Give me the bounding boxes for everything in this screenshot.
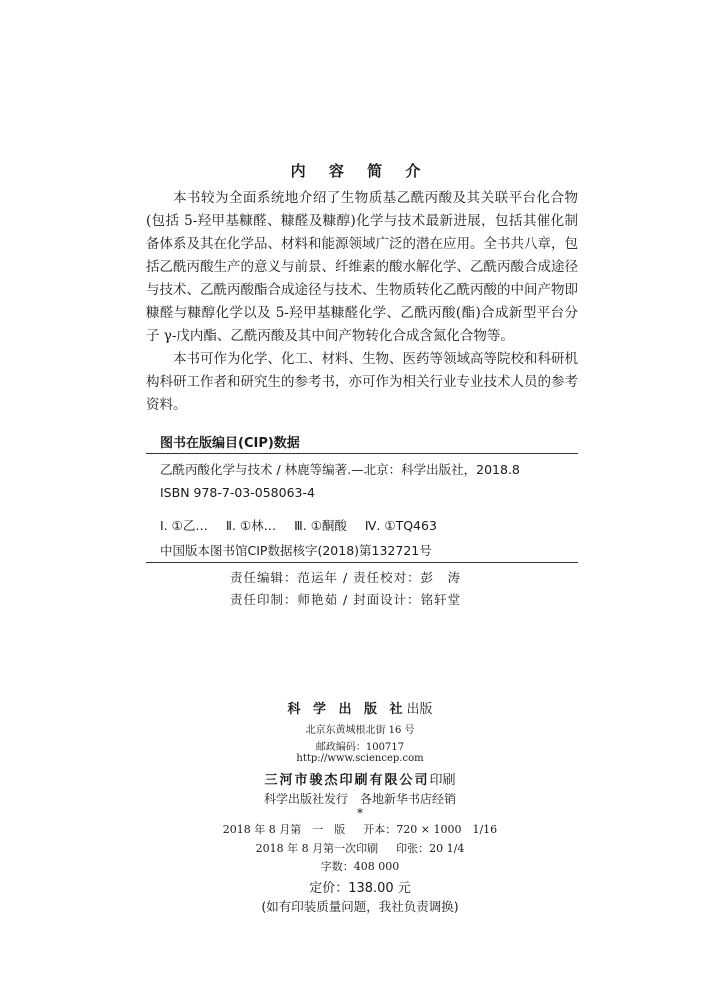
publisher-line: [0, 698, 720, 717]
publisher-url: http://www.sciencep.com: [296, 753, 424, 764]
printer-name: 三河市骏杰印刷有限公司: [264, 773, 430, 788]
format-size: 开本：720 × 1000 1/16: [363, 823, 498, 836]
cip-top-rule: [146, 453, 578, 454]
cip-record-number: 中国版本图书馆CIP数据核字(2018)第132721号: [160, 543, 432, 558]
price: 定价：138.00 元: [309, 881, 411, 896]
summary-paragraph-1: 本书较为全面系统地介绍了生物质基乙酰丙酸及其关联平台化合物(包括 5-羟甲基糠醛、糠醛及糠醇)化学与技术最新进展，包括其催化制备体系及其在化学品、材料和能源领域广泛的潜在应用。全书共八章，包括乙酰丙酸生产的意义与前景、纤维素的酸水解化学、乙酰丙酸合成途径与技术、乙酰丙酸酯合成途径与技术、生物质转化乙酰丙酸的中间产物即糠醛与糠醇化学以及 5-羟甲基糠醛化学、乙酰丙酸(酯)合成新型平台分子 γ-戊内酯、乙酰丙酸及其中间产物转化合成含氮化合物等。: [146, 190, 578, 344]
publisher-address: 北京东黄城根北街 16 号: [305, 725, 415, 736]
classification-item: Ⅳ. ①TQ463: [364, 518, 437, 533]
publisher-name: 科 学 出 版 社: [287, 702, 407, 717]
cip-heading: 图书在版编目(CIP)数据: [160, 436, 300, 451]
summary-paragraph-2: 本书可作为化学、化工、材料、生物、医药等领域高等院校和科研机构科研工作者和研究生的参考书，亦可作为相关行业专业技术人员的参考资料。: [146, 351, 578, 413]
classification-item: Ⅲ. ①酮酸: [294, 518, 347, 533]
credits-production-line: 责任印制：师艳茹 / 封面设计：铭轩堂: [230, 592, 462, 607]
edition-line: [0, 821, 720, 837]
printer-line: [0, 769, 720, 788]
publisher-suffix: 出版: [406, 702, 433, 717]
credits-editor-line: 责任编辑：范运年 / 责任校对：彭 涛: [230, 570, 462, 585]
cip-title-line: 乙酰丙酸化学与技术 / 林鹿等编著.—北京：科学出版社，2018.8: [160, 462, 520, 477]
distribution-line: 科学出版社发行 各地新华书店经销: [263, 792, 456, 806]
cip-classification: [160, 516, 451, 534]
edition-date: 2018 年 8 月第 一 版: [222, 823, 346, 836]
printer-suffix: 印刷: [429, 773, 456, 788]
cip-isbn: ISBN 978-7-03-058063-4: [160, 485, 315, 500]
printing-date: 2018 年 8 月第一次印刷: [255, 842, 379, 855]
word-count: 字数：408 000: [320, 860, 400, 873]
cip-bottom-rule: [146, 562, 578, 563]
printing-line: [0, 840, 720, 856]
quality-note: (如有印装质量问题，我社负责调换): [261, 899, 459, 914]
publisher-postcode: 邮政编码：100717: [315, 742, 405, 753]
summary-heading: 内 容 简 介: [290, 162, 430, 180]
separator-star: *: [357, 806, 363, 820]
classification-item: Ⅱ. ①林…: [225, 518, 277, 533]
sheet-count: 印张：20 1/4: [396, 842, 465, 855]
classification-item: Ⅰ. ①乙…: [160, 518, 208, 533]
